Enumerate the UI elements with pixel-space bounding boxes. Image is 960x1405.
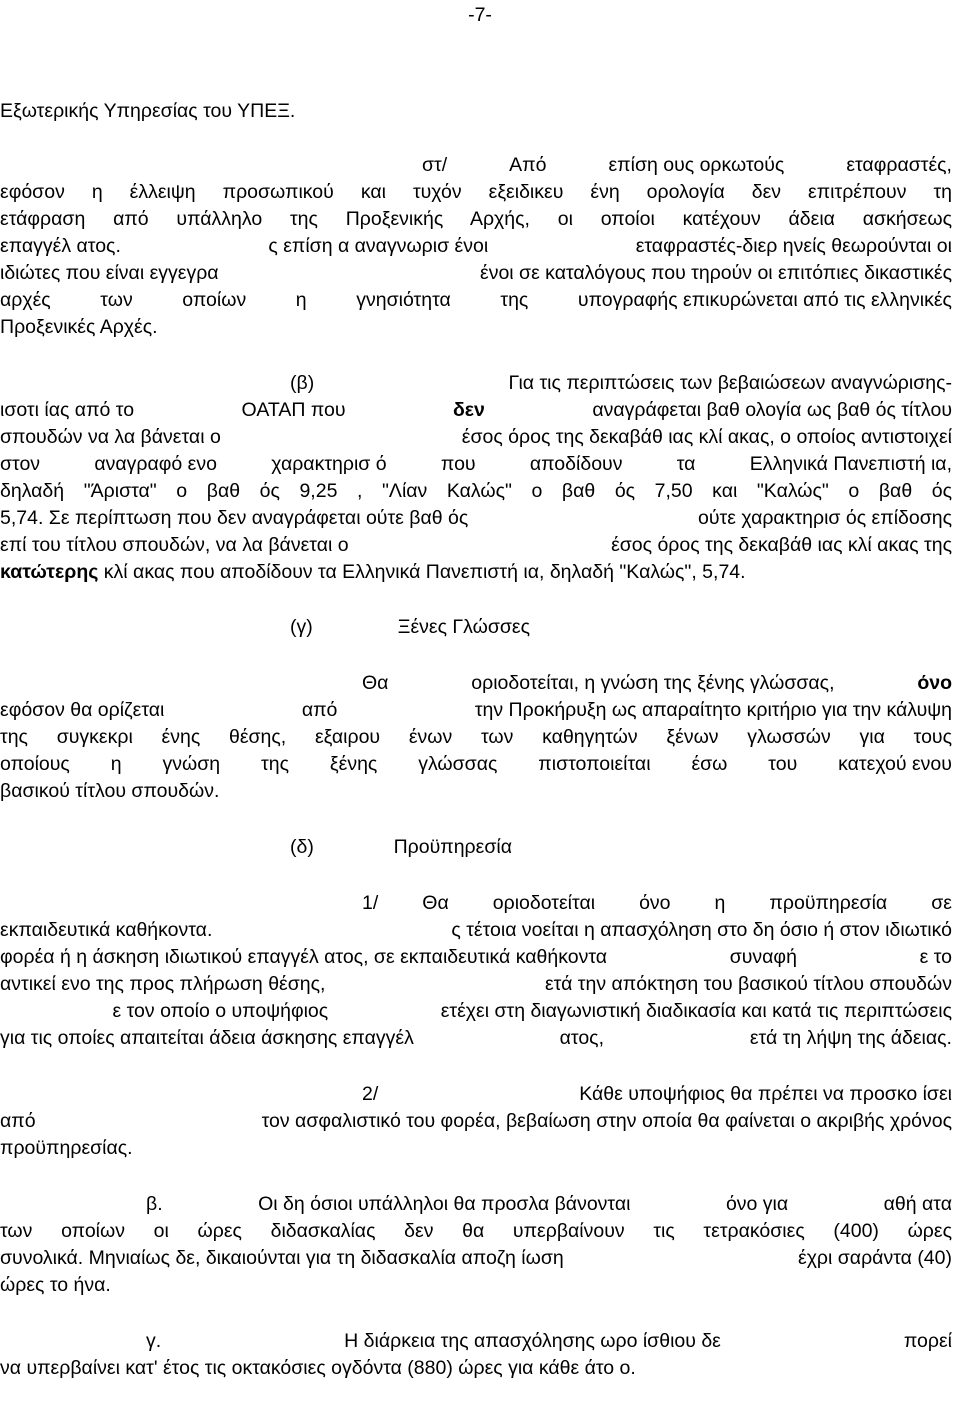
text-segment: η bbox=[295, 289, 307, 311]
text-line bbox=[0, 697, 952, 723]
text-segment: Για τις περιπτώσεις των βεβαιώσεων αναγνώρισης- bbox=[508, 372, 952, 394]
text-segment: ένοι σε καταλόγους που τηρούν οι επιτόπιες δικαστικές bbox=[480, 262, 952, 284]
text-segment: έσω bbox=[691, 753, 728, 775]
text-line bbox=[0, 751, 952, 777]
text-segment: η bbox=[110, 753, 122, 775]
text-segment: ΟΑΤΑΠ που bbox=[241, 399, 346, 421]
bold-text: δεν bbox=[452, 399, 485, 421]
text-segment: δηλαδή "Άριστα" ο βαθ ός 9,25 , "Λίαν Καλώς" ο βαθ ός 7,50 και "Καλώς" ο βαθ ός bbox=[0, 480, 952, 502]
text-segment: ιδιώτες που είναι εγγεγρα bbox=[0, 262, 219, 284]
text-segment: χαρακτηρισ ό bbox=[271, 453, 387, 475]
bold-text: κατώτερης bbox=[0, 561, 99, 583]
text-segment: φορέα ή η άσκηση ιδιωτικού επαγγέλ ατος, σε εκπαιδευτικά καθήκοντα bbox=[0, 946, 608, 968]
text-line bbox=[0, 778, 960, 804]
text-segment: γνώση bbox=[162, 753, 221, 775]
text-segment: σε bbox=[931, 892, 952, 914]
text-segment: η bbox=[714, 892, 726, 914]
text-segment: την Προκήρυξη ως απαραίτητο κριτήριο για την κάλυψη bbox=[474, 699, 952, 721]
text-segment: κλί ακας που αποδίδουν τα Ελληνικά Πανεπιστή ια, δηλαδή "Καλώς", 5,74. bbox=[98, 561, 746, 583]
text-line bbox=[0, 724, 952, 750]
text-segment: Η διάρκεια της απασχόλησης ωρο ίσθιου δε bbox=[344, 1330, 721, 1352]
text-segment: βασικού τίτλου σπουδών. bbox=[0, 780, 220, 802]
text-segment: από bbox=[301, 699, 338, 721]
text-segment: εταφραστές, bbox=[846, 154, 952, 176]
text-segment: στον bbox=[0, 453, 41, 475]
text-segment: που bbox=[440, 453, 476, 475]
text-line bbox=[0, 233, 952, 259]
text-segment: ατος, bbox=[559, 1027, 605, 1049]
text-line bbox=[0, 917, 952, 943]
text-line bbox=[146, 1328, 952, 1354]
text-segment: Ελληνικά Πανεπιστή ια, bbox=[749, 453, 952, 475]
text-segment: εκπαιδευτικά καθήκοντα. bbox=[0, 919, 213, 941]
text-segment: αθή ατα bbox=[883, 1193, 952, 1215]
text-segment: ώρες το ήνα. bbox=[0, 1274, 111, 1296]
text-segment: προϋπηρεσίας. bbox=[0, 1137, 133, 1159]
text-segment: να υπερβαίνει κατ' έτος τις οκτακόσιες ογδόντα (880) ώρες για κάθε άτο ο. bbox=[0, 1357, 636, 1379]
text-line bbox=[362, 890, 952, 916]
text-segment: προϋπηρεσία bbox=[769, 892, 888, 914]
text-segment: 5,74. Σε περίπτωση που δεν αναγράφεται ούτε βαθ ός bbox=[0, 507, 469, 529]
text-segment: γλώσσας bbox=[418, 753, 498, 775]
text-segment: επί του τίτλου σπουδών, να λα βάνεται ο bbox=[0, 534, 349, 556]
text-segment: οριοδοτείται bbox=[492, 892, 596, 914]
text-line bbox=[0, 424, 952, 450]
text-segment: πιστοποιείται bbox=[538, 753, 651, 775]
text-segment: του bbox=[768, 753, 798, 775]
text-segment: από bbox=[0, 1110, 36, 1132]
text-segment: γ. bbox=[146, 1330, 162, 1352]
text-segment: οποίους bbox=[0, 753, 70, 775]
text-segment: ς τέτοια νοείται η απασχόληση στο δη όσιο ή στον ιδιωτικό bbox=[451, 919, 952, 941]
text-segment: (β) bbox=[290, 372, 315, 394]
text-segment: Οι δη όσιοι υπάλληλοι θα προσλα βάνονται bbox=[258, 1193, 631, 1215]
text-line bbox=[0, 505, 952, 531]
text-line bbox=[0, 260, 952, 286]
text-segment: τα bbox=[676, 453, 696, 475]
text-segment: έσος όρος της δεκαβάθ ιας κλί ακας, ο οποίος αντιστοιχεί bbox=[461, 426, 952, 448]
text-segment: επαγγέλ ατος. bbox=[0, 235, 121, 257]
text-segment: ούτε χαρακτηρισ ός επίδοσης bbox=[698, 507, 952, 529]
text-segment: αναγράφεται βαθ ολογία ως βαθ ός τίτλου bbox=[592, 399, 952, 421]
text-line bbox=[362, 670, 952, 696]
text-segment: ξένης bbox=[329, 753, 378, 775]
text-line bbox=[422, 152, 952, 178]
text-segment: Κάθε υποψήφιος θα πρέπει να προσκο ίσει bbox=[579, 1083, 952, 1105]
text-line bbox=[0, 971, 952, 997]
text-segment: οποίων bbox=[182, 289, 247, 311]
text-line bbox=[0, 944, 952, 970]
text-segment: συνολικά. Μηνιαίως δε, δικαιούνται για τη διδασκαλία αποζη ίωση bbox=[0, 1247, 564, 1269]
text-segment: (δ) bbox=[290, 836, 314, 858]
text-segment: ετά τη λήψη της άδειας. bbox=[749, 1027, 952, 1049]
text-line bbox=[0, 1218, 952, 1244]
text-line bbox=[0, 287, 952, 313]
text-segment: ετάφραση από υπάλληλο της Προξενικής Αρχής, οι οποίοι κατέχουν άδεια ασκήσεως bbox=[0, 208, 952, 230]
text-line bbox=[0, 179, 952, 205]
text-segment: ε τον οποίο ο υποψήφιος bbox=[112, 1000, 329, 1022]
text-segment: (γ) bbox=[290, 616, 313, 638]
text-line bbox=[0, 1108, 952, 1134]
text-segment: όνο για bbox=[725, 1193, 789, 1215]
text-segment: στ/ bbox=[422, 154, 448, 176]
text-segment: συναφή bbox=[729, 946, 797, 968]
text-line bbox=[0, 998, 952, 1024]
text-line bbox=[0, 451, 952, 477]
text-segment: πορεί bbox=[903, 1330, 952, 1352]
text-segment: επίση ους ορκωτούς bbox=[608, 154, 785, 176]
text-line bbox=[0, 1355, 960, 1381]
text-segment: Θα bbox=[362, 672, 389, 694]
text-segment: έσος όρος της δεκαβάθ ιας κλί ακας της bbox=[611, 534, 952, 556]
text-segment: ε το bbox=[919, 946, 952, 968]
text-segment: αποδίδουν bbox=[529, 453, 623, 475]
text-line bbox=[0, 1135, 960, 1161]
text-segment: τον ασφαλιστικό του φορέα, βεβαίωση στην οποία θα φαίνεται ο ακριβής χρόνος bbox=[261, 1110, 952, 1132]
text-segment: αντικεί ενο της προς πλήρωση θέσης, bbox=[0, 973, 326, 995]
text-segment: ετέχει στη διαγωνιστική διαδικασία και κατά τις περιπτώσεις bbox=[440, 1000, 952, 1022]
text-segment: αρχές bbox=[0, 289, 51, 311]
text-segment: αναγραφό ενο bbox=[94, 453, 217, 475]
text-line bbox=[0, 98, 960, 124]
text-segment: υπογραφής επικυρώνεται από τις ελληνικές bbox=[577, 289, 952, 311]
text-segment: Θα bbox=[422, 892, 449, 914]
text-segment: Ξένες Γλώσσες bbox=[397, 616, 530, 638]
text-segment: της συγκεκρι ένης θέσης, εξαιρου ένων των καθηγητών ξένων γλωσσών για τους bbox=[0, 726, 952, 748]
text-segment: ετά την απόκτηση του βασικού τίτλου σπουδών bbox=[544, 973, 952, 995]
text-line bbox=[0, 1245, 952, 1271]
text-segment: εφόσον θα ορίζεται bbox=[0, 699, 165, 721]
text-segment: για τις οποίες απαιτείται άδεια άσκησης επαγγέλ bbox=[0, 1027, 414, 1049]
text-line bbox=[0, 397, 952, 423]
text-segment: ισοτι ίας από το bbox=[0, 399, 135, 421]
text-line bbox=[146, 1191, 952, 1217]
text-segment: εφόσον η έλλειψη προσωπικού και τυχόν εξειδικευ ένη ορολογία δεν επιτρέπουν τη bbox=[0, 181, 952, 203]
text-line bbox=[362, 1081, 952, 1107]
text-line bbox=[290, 370, 952, 396]
text-line bbox=[0, 1025, 952, 1051]
text-line bbox=[0, 559, 960, 585]
bold-text: όνο bbox=[917, 672, 952, 694]
text-segment: γνησιότητα bbox=[356, 289, 451, 311]
text-segment: της bbox=[261, 753, 289, 775]
text-segment: Προϋπηρεσία bbox=[393, 836, 512, 858]
text-line bbox=[0, 206, 952, 232]
text-segment: ς επίση α αναγνωρισ ένοι bbox=[268, 235, 489, 257]
text-segment: σπουδών να λα βάνεται ο bbox=[0, 426, 221, 448]
text-line bbox=[0, 314, 960, 340]
text-line bbox=[290, 834, 512, 860]
text-segment: της bbox=[500, 289, 529, 311]
text-segment: β. bbox=[146, 1193, 163, 1215]
text-line bbox=[0, 1272, 960, 1298]
text-segment: των bbox=[100, 289, 133, 311]
text-line bbox=[0, 532, 952, 558]
text-segment: Εξωτερικής Υπηρεσίας του ΥΠΕΞ. bbox=[0, 100, 296, 122]
text-line bbox=[290, 614, 530, 640]
text-segment: 2/ bbox=[362, 1083, 379, 1105]
text-segment: 1/ bbox=[362, 892, 379, 914]
text-segment: κατεχού ενου bbox=[838, 753, 952, 775]
text-segment: έχρι σαράντα (40) bbox=[798, 1247, 952, 1269]
text-segment: όνο bbox=[639, 892, 671, 914]
text-segment: εταφραστές-διερ ηνείς θεωρούνται οι bbox=[635, 235, 952, 257]
text-segment: Προξενικές Αρχές. bbox=[0, 316, 158, 338]
page-number: -7- bbox=[468, 4, 492, 26]
text-segment: οριοδοτείται, η γνώση της ξένης γλώσσας, bbox=[471, 672, 835, 694]
text-segment: Από bbox=[509, 154, 547, 176]
text-segment: των οποίων οι ώρες διδασκαλίας δεν θα υπερβαίνουν τις τετρακόσιες (400) ώρες bbox=[0, 1220, 952, 1242]
text-line bbox=[0, 478, 952, 504]
